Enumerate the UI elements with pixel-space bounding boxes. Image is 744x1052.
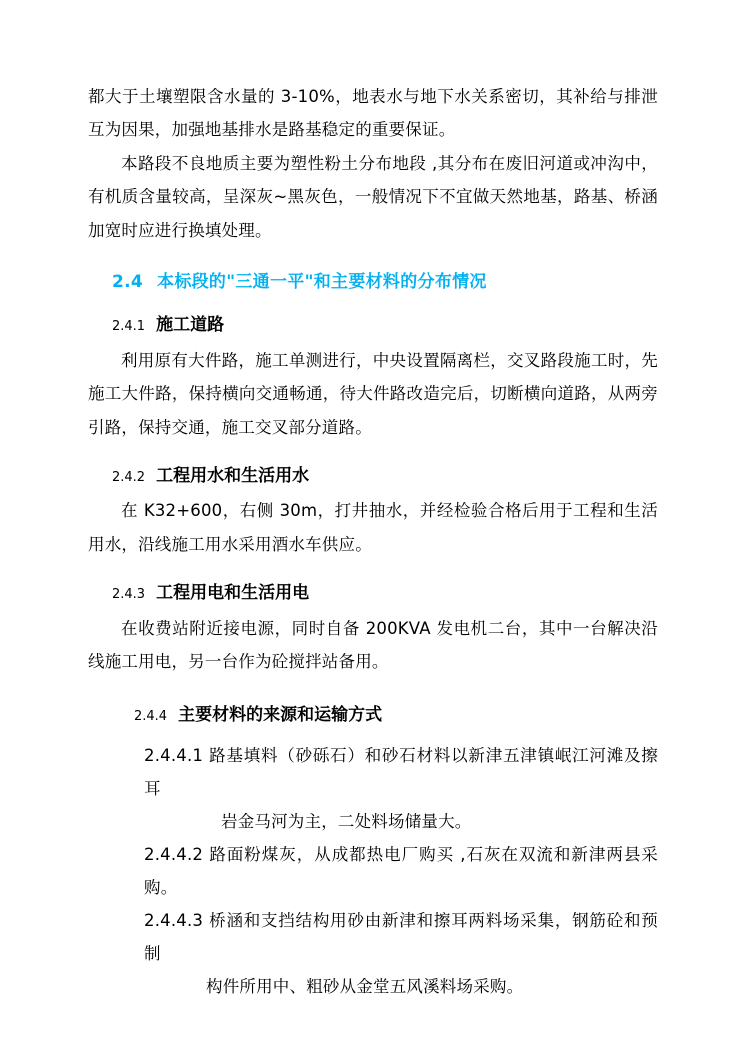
numbered-item-1-line-1: 2.4.4.1 路基填料（砂砾石）和砂石材料以新津五津镇岷江河滩及擦耳 [144,746,658,798]
heading-2-4-number: 2.4 [112,272,144,293]
heading-2-4 [88,265,658,299]
paragraph-5: 在收费站附近接电源，同时自备 200KVA 发电机二台，其中一台解决沿线施工用电，另一台作为砼搅拌站备用。 [88,618,658,672]
heading-2-4-2 [88,460,658,492]
heading-2-4-4-label: 主要材料的来源和运输方式 [178,704,383,725]
heading-2-4-1-number: 2.4.1 [112,319,146,335]
paragraph-4: 在 K32+600，右侧 30m，打井抽水，并经检验合格后用于工程和生活用水，沿线施工用水采用酒水车供应。 [88,501,658,554]
paragraph-1: 都大于土壤塑限含水量的 3-10%，地表水与地下水关系密切，其补给与排泄互为因果，加强地基排水是路基稳定的重要保证。 [88,87,658,140]
heading-2-4-3-label: 工程用电和生活用电 [156,583,310,604]
heading-2-4-2-label: 工程用水和生活用水 [156,466,310,487]
numbered-item-3-line-2: 构件所用中、粗砂从金堂五风溪料场采购。 [206,977,524,996]
heading-2-4-4 [88,699,658,731]
heading-2-4-label: 本标段的"三通一平"和主要材料的分布情况 [157,272,487,293]
heading-2-4-2-number: 2.4.2 [112,470,146,486]
document-content [88,80,658,1003]
heading-2-4-1 [88,309,658,341]
paragraph-3: 利用原有大件路，施工单测进行，中央设置隔离栏，交叉路段施工时，先施工大件路，保持横向交通畅通，待大件路改造完后，切断横向道路，从两旁引路，保持交通，施工交叉部分道路。 [88,350,658,437]
heading-2-4-3-number: 2.4.3 [112,587,146,603]
heading-2-4-1-label: 施工道路 [156,315,225,336]
numbered-item-3-line-1: 2.4.4.3 桥涵和支挡结构用砂由新津和擦耳两料场采集，钢筋砼和预制 [144,911,658,963]
numbered-item-1-line-2: 岩金马河为主，二处料场储量大。 [221,812,472,831]
heading-2-4-4-number: 2.4.4 [134,708,168,724]
heading-2-4-3 [88,577,658,609]
paragraph-2: 本路段不良地质主要为塑性粉土分布地段 ,其分布在废旧河道或冲沟中，有机质含量较高，呈深灰~黑灰色，一般情况下不宜做天然地基，路基、桥涵加宽时应进行换填处理。 [88,153,658,240]
numbered-item-2: 2.4.4.2 路面粉煤灰，从成都热电厂购买 ,石灰在双流和新津两县采购。 [144,845,658,897]
